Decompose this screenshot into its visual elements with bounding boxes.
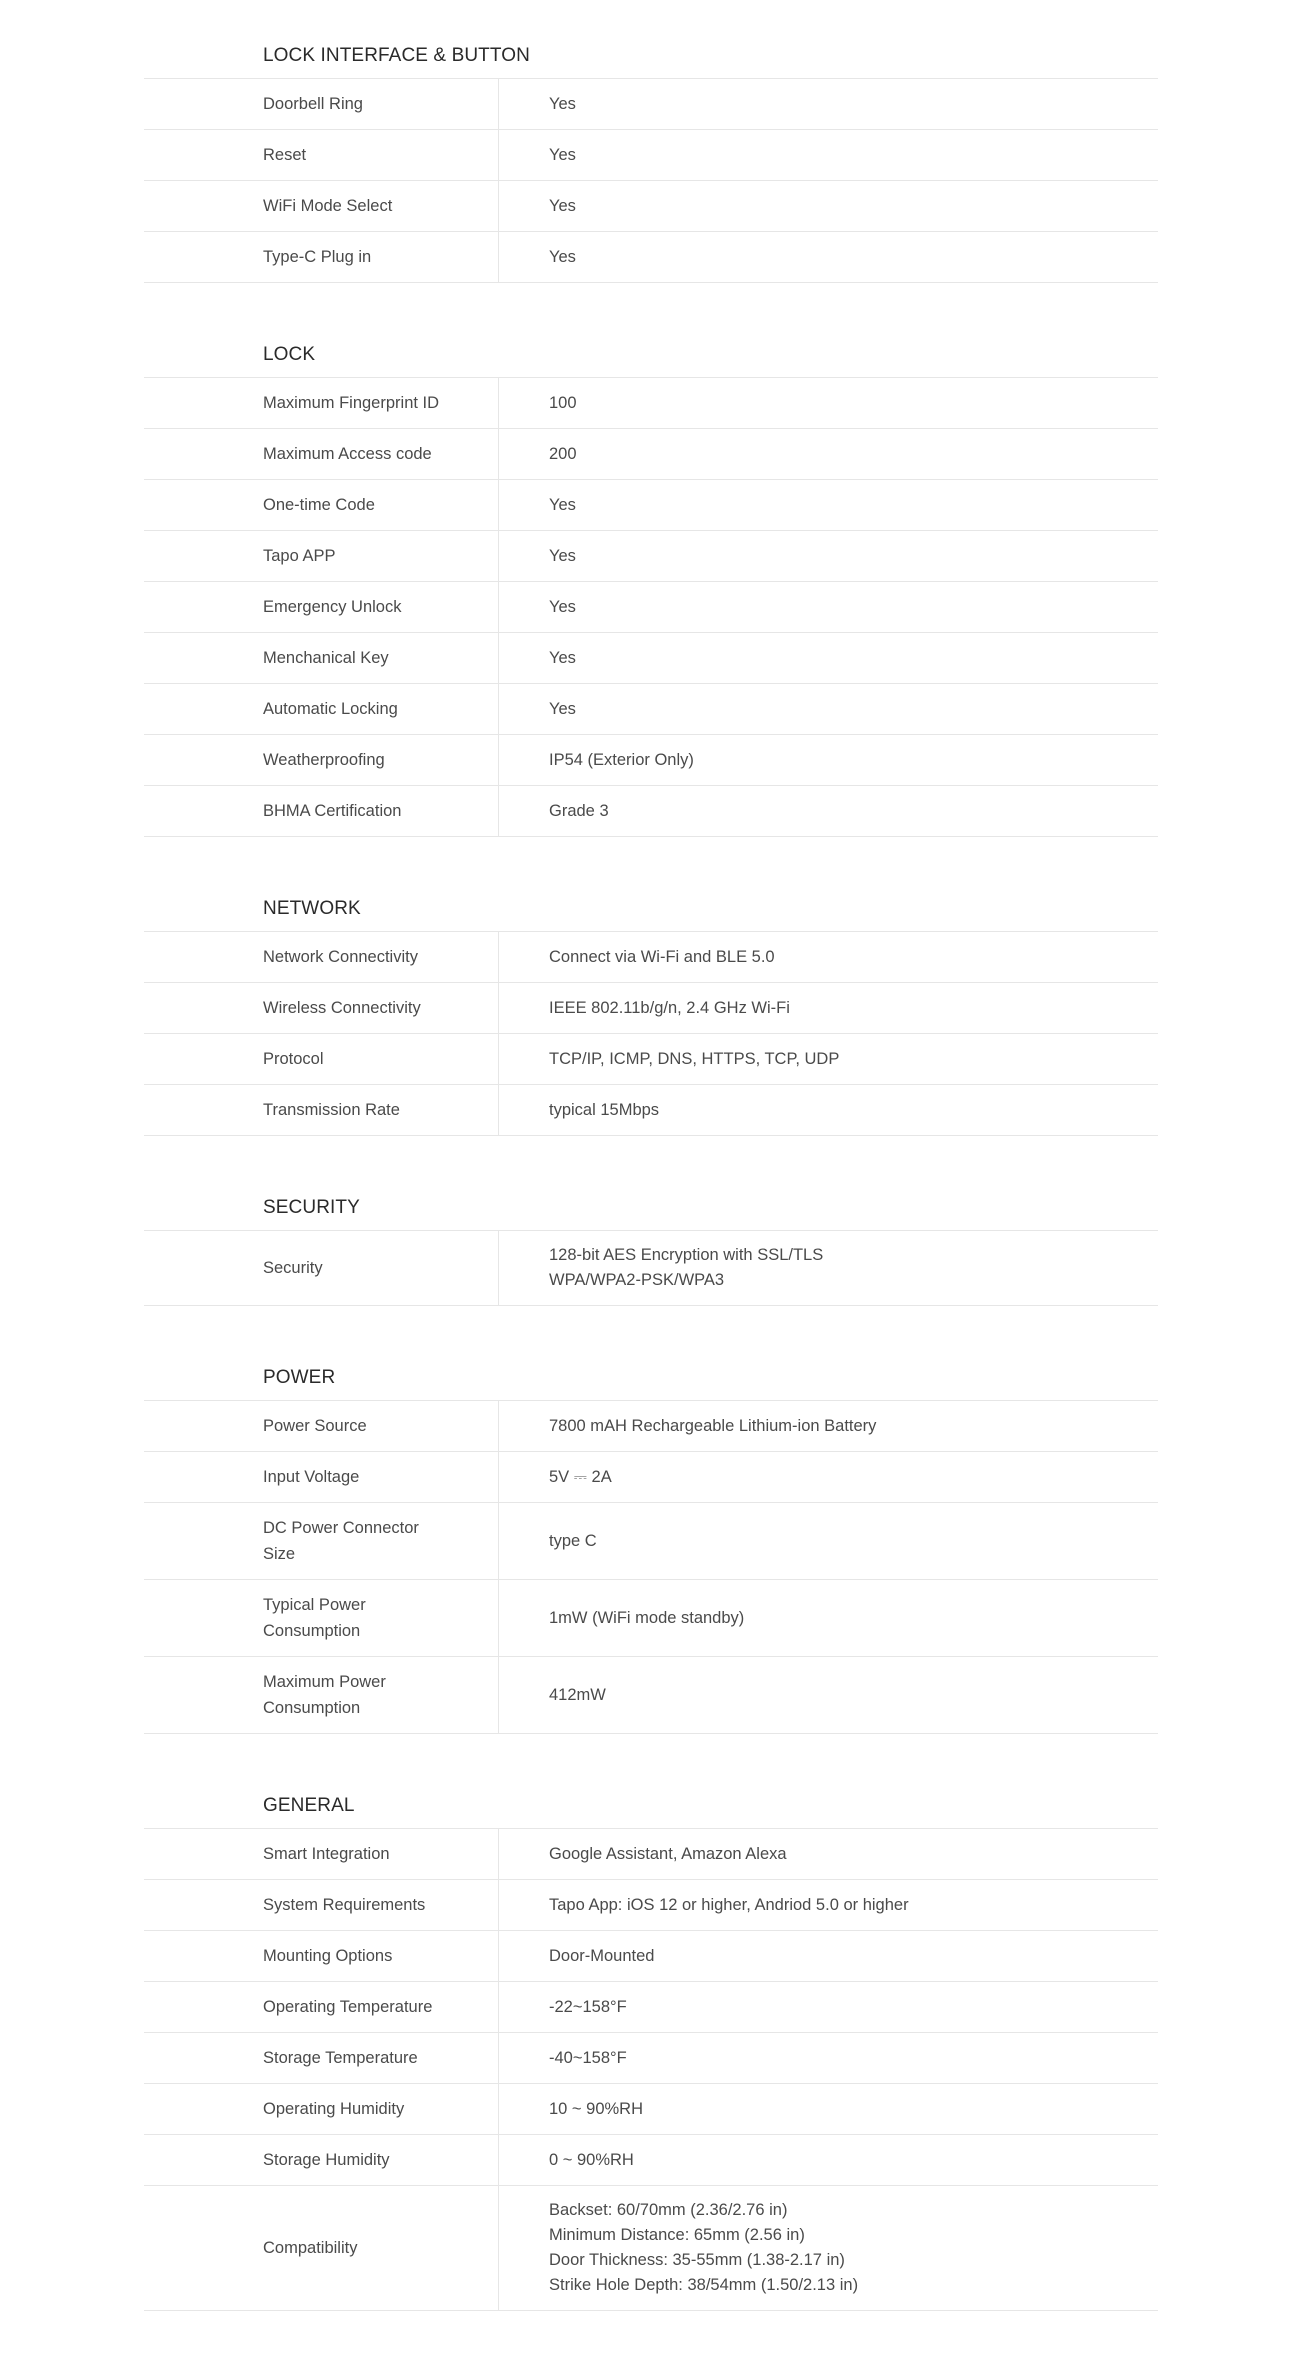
spec-row: [144, 1401, 1158, 1452]
spec-value: [499, 130, 1158, 180]
spec-value-line: Yes: [549, 247, 576, 266]
spec-value-line: Door-Mounted: [549, 1946, 655, 1965]
spec-section: [144, 30, 1158, 283]
spec-row: [144, 932, 1158, 983]
spec-section: [144, 1352, 1158, 1734]
spec-label: Storage Temperature: [144, 2033, 499, 2083]
spec-row: [144, 1452, 1158, 1503]
spec-value: [499, 786, 1158, 836]
spec-row: [144, 232, 1158, 283]
spec-row: [144, 130, 1158, 181]
spec-label: Mounting Options: [144, 1931, 499, 1981]
spec-value-line: Yes: [549, 699, 576, 718]
spec-label: Maximum Access code: [144, 429, 499, 479]
spec-value-line: IEEE 802.11b/g/n, 2.4 GHz Wi-Fi: [549, 998, 790, 1017]
spec-label: Smart Integration: [144, 1829, 499, 1879]
spec-row: [144, 480, 1158, 531]
spec-row: [144, 2033, 1158, 2084]
spec-value-line: Tapo App: iOS 12 or higher, Andriod 5.0 or higher: [549, 1895, 909, 1914]
spec-value: [499, 983, 1158, 1033]
spec-row: [144, 1931, 1158, 1982]
spec-value-line: Yes: [549, 546, 576, 565]
spec-row: [144, 429, 1158, 480]
spec-label: Maximum Power Consumption: [144, 1657, 499, 1733]
spec-row: [144, 2084, 1158, 2135]
spec-value: [499, 232, 1158, 282]
spec-label: Security: [144, 1231, 499, 1305]
spec-label: Menchanical Key: [144, 633, 499, 683]
spec-label: Reset: [144, 130, 499, 180]
spec-value: [499, 1982, 1158, 2032]
spec-label: DC Power Connector Size: [144, 1503, 499, 1579]
spec-value-line: Connect via Wi-Fi and BLE 5.0: [549, 947, 775, 966]
spec-value: [499, 735, 1158, 785]
spec-value-line: Grade 3: [549, 801, 609, 820]
spec-value: [499, 2033, 1158, 2083]
spec-row: [144, 1580, 1158, 1657]
spec-row: [144, 582, 1158, 633]
section-title: GENERAL: [144, 1780, 1158, 1829]
spec-value-line: -40~158°F: [549, 2048, 627, 2067]
spec-row: [144, 1085, 1158, 1136]
spec-label: Operating Humidity: [144, 2084, 499, 2134]
spec-value-line: TCP/IP, ICMP, DNS, HTTPS, TCP, UDP: [549, 1049, 840, 1068]
spec-label: Doorbell Ring: [144, 79, 499, 129]
spec-section: [144, 1182, 1158, 1306]
spec-value: [499, 429, 1158, 479]
section-title: LOCK INTERFACE & BUTTON: [144, 30, 1158, 79]
spec-value-line: Google Assistant, Amazon Alexa: [549, 1844, 787, 1863]
spec-value: [499, 2135, 1158, 2185]
spec-row: [144, 786, 1158, 837]
spec-value-line: 5V ⎓ 2A: [549, 1467, 612, 1486]
spec-label: Automatic Locking: [144, 684, 499, 734]
spec-value: [499, 1034, 1158, 1084]
spec-value: [499, 1231, 1158, 1305]
spec-value: [499, 1829, 1158, 1879]
spec-value-line: 128-bit AES Encryption with SSL/TLS: [549, 1246, 824, 1264]
spec-value: [499, 1880, 1158, 1930]
spec-section: [144, 329, 1158, 837]
spec-value: [499, 181, 1158, 231]
spec-value: [499, 480, 1158, 530]
spec-value-line: 10 ~ 90%RH: [549, 2099, 644, 2118]
spec-label: Compatibility: [144, 2186, 499, 2310]
spec-label: Power Source: [144, 1401, 499, 1451]
spec-value-line: Yes: [549, 145, 576, 164]
spec-value: [499, 2084, 1158, 2134]
spec-label: Type-C Plug in: [144, 232, 499, 282]
spec-value-line: typical 15Mbps: [549, 1100, 660, 1119]
spec-value: [499, 531, 1158, 581]
spec-value: [499, 633, 1158, 683]
spec-value-line: 0 ~ 90%RH: [549, 2150, 634, 2169]
spec-row: [144, 181, 1158, 232]
section-title: LOCK: [144, 329, 1158, 378]
spec-value-line: IP54 (Exterior Only): [549, 750, 694, 769]
spec-row: [144, 531, 1158, 582]
spec-value: [499, 1085, 1158, 1135]
spec-value-line: Yes: [549, 196, 576, 215]
spec-row: [144, 1657, 1158, 1734]
spec-value: [499, 2186, 1158, 2310]
spec-label: Tapo APP: [144, 531, 499, 581]
spec-value: [499, 1503, 1158, 1579]
spec-value-line: WPA/WPA2-PSK/WPA3: [549, 1271, 725, 1289]
spec-value-line: Yes: [549, 648, 576, 667]
spec-value: [499, 1657, 1158, 1733]
spec-label: Operating Temperature: [144, 1982, 499, 2032]
spec-row: [144, 378, 1158, 429]
spec-row: [144, 983, 1158, 1034]
spec-value: [499, 932, 1158, 982]
spec-row: [144, 79, 1158, 130]
spec-value-line: 100: [549, 393, 577, 412]
spec-row: [144, 1503, 1158, 1580]
spec-label: Input Voltage: [144, 1452, 499, 1502]
spec-value-line: 412mW: [549, 1685, 606, 1704]
spec-label: Protocol: [144, 1034, 499, 1084]
section-title: NETWORK: [144, 883, 1158, 932]
spec-row: [144, 633, 1158, 684]
spec-label: Storage Humidity: [144, 2135, 499, 2185]
spec-label: Transmission Rate: [144, 1085, 499, 1135]
spec-label: One-time Code: [144, 480, 499, 530]
spec-value-line: Yes: [549, 597, 576, 616]
spec-label: BHMA Certification: [144, 786, 499, 836]
spec-label: System Requirements: [144, 1880, 499, 1930]
spec-value-line: Minimum Distance: 65mm (2.56 in): [549, 2226, 805, 2244]
spec-value: [499, 1580, 1158, 1656]
spec-value-line: Yes: [549, 94, 576, 113]
spec-row: [144, 2135, 1158, 2186]
spec-label: WiFi Mode Select: [144, 181, 499, 231]
spec-value: [499, 1931, 1158, 1981]
spec-label: Weatherproofing: [144, 735, 499, 785]
spec-row: [144, 1880, 1158, 1931]
spec-row: [144, 1829, 1158, 1880]
spec-label: Emergency Unlock: [144, 582, 499, 632]
section-title: POWER: [144, 1352, 1158, 1401]
section-title: SECURITY: [144, 1182, 1158, 1231]
spec-row: [144, 735, 1158, 786]
spec-value-line: -22~158°F: [549, 1997, 627, 2016]
spec-row: [144, 1231, 1158, 1306]
spec-value: [499, 1452, 1158, 1502]
spec-value-line: 1mW (WiFi mode standby): [549, 1608, 745, 1627]
spec-label: Typical Power Consumption: [144, 1580, 499, 1656]
spec-value-line: Door Thickness: 35-55mm (1.38-2.17 in): [549, 2251, 845, 2269]
spec-table: [144, 30, 1158, 2357]
spec-row: [144, 2186, 1158, 2311]
spec-value: [499, 1401, 1158, 1451]
spec-section: [144, 883, 1158, 1136]
spec-value-line: 7800 mAH Rechargeable Lithium-ion Battery: [549, 1416, 877, 1435]
spec-row: [144, 1982, 1158, 2033]
spec-value: [499, 582, 1158, 632]
spec-value-line: Strike Hole Depth: 38/54mm (1.50/2.13 in): [549, 2276, 859, 2294]
spec-value-line: Backset: 60/70mm (2.36/2.76 in): [549, 2201, 788, 2219]
spec-section: [144, 1780, 1158, 2311]
spec-value-line: type C: [549, 1531, 597, 1550]
spec-row: [144, 1034, 1158, 1085]
spec-value-line: 200: [549, 444, 577, 463]
spec-row: [144, 684, 1158, 735]
spec-value: [499, 79, 1158, 129]
spec-label: Network Connectivity: [144, 932, 499, 982]
spec-value: [499, 378, 1158, 428]
spec-label: Wireless Connectivity: [144, 983, 499, 1033]
spec-value: [499, 684, 1158, 734]
spec-label: Maximum Fingerprint ID: [144, 378, 499, 428]
spec-value-line: Yes: [549, 495, 576, 514]
